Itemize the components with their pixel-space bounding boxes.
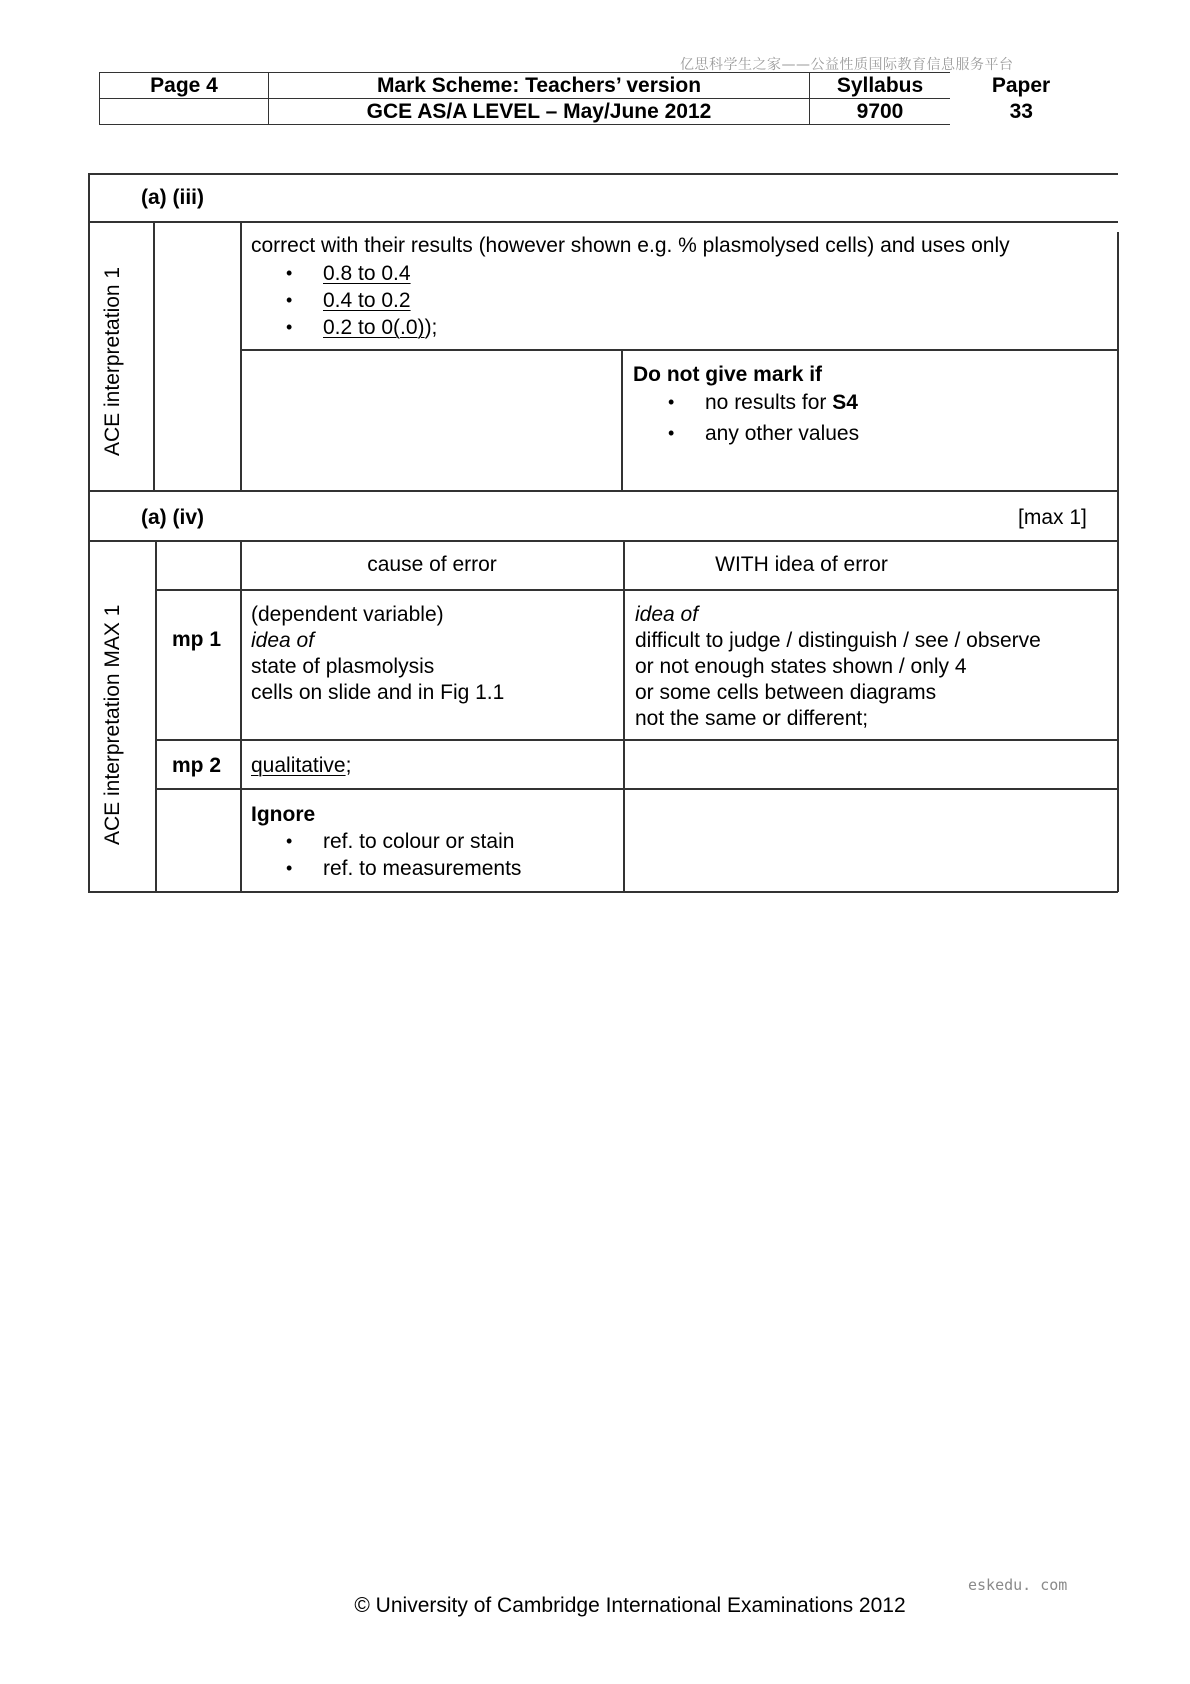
syllabus-label: Syllabus [810, 73, 951, 99]
paper-value: 33 [1009, 100, 1033, 123]
list-item: • any other values [633, 420, 859, 447]
paper-label: Paper [991, 74, 1051, 97]
no-mark-heading: Do not give mark if [633, 363, 823, 386]
mp1-with-line: or not enough states shown / only 4 [635, 655, 967, 678]
mp1-cause-line: idea of [251, 629, 315, 652]
part-iii-side-label: ACE interpretation 1 [101, 266, 124, 456]
mp1-with-line: or some cells between diagrams [635, 681, 937, 704]
list-item: • 0.2 to 0(.0)); [251, 314, 437, 341]
watermark-text: 亿思科学生之家——公益性质国际教育信息服务平台 [680, 57, 1014, 73]
mp1-cause-line: cells on slide and in Fig 1.1 [251, 681, 505, 704]
mp1-with [635, 602, 1041, 732]
mp1-label: mp 1 [172, 628, 222, 651]
mp1-with-line: not the same or different; [635, 707, 869, 730]
copyright-footer: © University of Cambridge International Examinations 2012 [354, 1594, 906, 1617]
page-number: Page 4 [100, 73, 269, 99]
document-title: Mark Scheme: Teachers’ version [269, 73, 810, 99]
max-mark: [max 1] [1018, 506, 1087, 529]
header-table [99, 72, 1093, 125]
part-iii-range-list [251, 260, 437, 341]
mp2-text: qualitative; [251, 754, 352, 777]
part-iii-intro: correct with their results (however shown e.g. % plasmolysed cells) and uses only [251, 234, 1010, 257]
mp1-with-line: idea of [635, 603, 699, 626]
mp1-with-line: difficult to judge / distinguish / see / observe [635, 629, 1041, 652]
document-subtitle: GCE AS/A LEVEL – May/June 2012 [269, 99, 810, 125]
ignore-heading: Ignore [251, 803, 316, 826]
syllabus-value: 9700 [810, 99, 951, 125]
part-iii-label: (a) (iii) [141, 186, 204, 209]
part-iv-label: (a) (iv) [141, 506, 204, 529]
header-blank-cell [100, 99, 269, 125]
part-iv-side-label: ACE interpretation MAX 1 [101, 604, 124, 845]
mp1-cause-line: state of plasmolysis [251, 655, 435, 678]
list-item: • ref. to measurements [251, 855, 521, 882]
mp2-label: mp 2 [172, 754, 222, 777]
column-header-with: WITH idea of error [715, 553, 888, 576]
ignore-list [251, 828, 521, 882]
eskedu-mark: eskedu. com [968, 1576, 1068, 1594]
page-header [99, 72, 1093, 125]
list-item: • 0.8 to 0.4 [251, 260, 437, 287]
mp1-cause [251, 602, 504, 706]
list-item: • ref. to colour or stain [251, 828, 521, 855]
mp1-cause-line: (dependent variable) [251, 603, 444, 626]
column-header-cause: cause of error [367, 553, 497, 576]
list-item: • 0.4 to 0.2 [251, 287, 437, 314]
list-item: • no results for S4 [633, 389, 859, 416]
no-mark-list [633, 389, 859, 447]
